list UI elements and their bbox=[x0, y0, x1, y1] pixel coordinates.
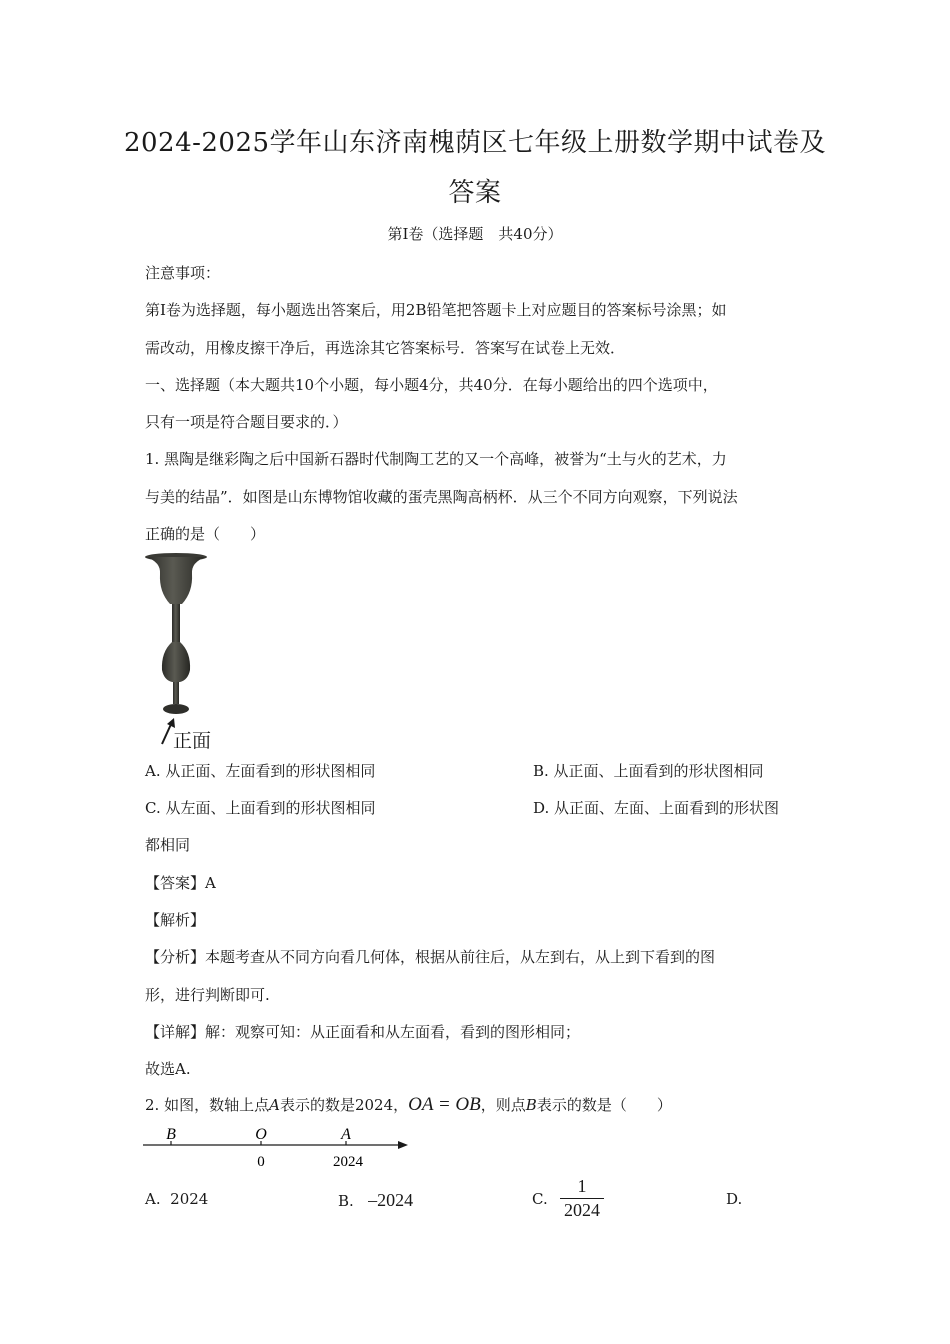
option-value: –2024 bbox=[368, 1190, 414, 1210]
question-2-option-a bbox=[145, 1190, 208, 1208]
notice-body-line: 需改动，用橡皮擦干净后，再选涂其它答案标号．答案写在试卷上无效． bbox=[145, 339, 626, 357]
question-2-option-d-letter: D. bbox=[726, 1190, 743, 1208]
question-2-stem-prefix: 2. 如图，数轴上点 bbox=[145, 1096, 270, 1114]
number-line-label-a: A bbox=[341, 1126, 351, 1143]
figure-label-front: 正面 bbox=[173, 730, 212, 752]
question-2-stem-mid: 表示的数是2024， bbox=[279, 1096, 409, 1114]
conclusion-text: 故选A. bbox=[145, 1060, 191, 1078]
question-1-stem: 与美的结晶”．如图是山东博物馆收藏的蛋壳黑陶高柄杯．从三个不同方向观察，下列说法 bbox=[145, 488, 738, 506]
option-letter: B. bbox=[338, 1192, 354, 1210]
number-line-tick-2024: 2024 bbox=[333, 1154, 363, 1170]
number-line-label-b: B bbox=[166, 1126, 176, 1143]
question-1-option-a: A. 从正面、左面看到的形状图相同 bbox=[145, 762, 376, 780]
fraction-bar bbox=[560, 1198, 604, 1199]
option-letter: A. bbox=[145, 1190, 161, 1208]
analysis-text: 形，进行判断即可. bbox=[145, 986, 270, 1004]
number-line-figure bbox=[140, 1125, 415, 1175]
fraction-denominator: 2024 bbox=[564, 1200, 600, 1220]
question-1-option-d: D. 从正面、左面、上面看到的形状图 bbox=[533, 799, 780, 817]
point-b-label: B bbox=[525, 1096, 537, 1114]
number-line-arrowhead bbox=[398, 1141, 408, 1149]
detail-text: 【详解】解：观察可知：从正面看和从左面看，看到的图形相同； bbox=[145, 1023, 581, 1041]
question-2-option-c-letter: C. bbox=[532, 1190, 548, 1208]
section-subtitle: 第Ⅰ卷（选择题 共40分） bbox=[387, 225, 563, 243]
answer-label: 【答案】A bbox=[145, 874, 216, 892]
number-line-tick-0: 0 bbox=[257, 1154, 265, 1170]
page-title-continued: 答案 bbox=[448, 178, 502, 208]
page-title: 2024-2025学年山东济南槐荫区七年级上册数学期中试卷及 bbox=[123, 128, 827, 158]
section-heading-continued: 只有一项是符合题目要求的．） bbox=[145, 413, 348, 431]
notice-heading: 注意事项： bbox=[145, 264, 221, 282]
question-1-option-b: B. 从正面、上面看到的形状图相同 bbox=[533, 762, 764, 780]
section-heading: 一、选择题（本大题共10个小题，每小题4分，共40分．在每小题给出的四个选项中， bbox=[145, 376, 718, 394]
question-2-stem-suffix: 表示的数是（ ） bbox=[536, 1096, 672, 1114]
question-2-stem-mid2: ，则点 bbox=[480, 1096, 526, 1114]
question-2-option-c-fraction bbox=[560, 1176, 604, 1221]
analysis-heading: 【解析】 bbox=[145, 911, 206, 929]
analysis-text: 【分析】本题考查从不同方向看几何体，根据从前往后，从左到右，从上到下看到的图 bbox=[145, 948, 716, 966]
notice-body-line: 第Ⅰ卷为选择题，每小题选出答案后，用2B铅笔把答题卡上对应题目的答案标号涂黑；如 bbox=[145, 301, 727, 319]
question-1-stem: 正确的是（ ） bbox=[145, 525, 266, 543]
number-line-label-o: O bbox=[255, 1126, 267, 1143]
equation: OA = OB bbox=[408, 1094, 481, 1115]
question-1-option-d-continued: 都相同 bbox=[145, 836, 191, 854]
point-a-label: A bbox=[269, 1096, 280, 1114]
question-1-option-c: C. 从左面、上面看到的形状图相同 bbox=[145, 799, 376, 817]
question-2-option-b bbox=[338, 1190, 413, 1211]
question-1-stem: 1. 黑陶是继彩陶之后中国新石器时代制陶工艺的又一个高峰，被誉为“土与火的艺术，力 bbox=[145, 450, 727, 468]
black-pottery-cup-image bbox=[143, 552, 218, 722]
fraction-numerator: 1 bbox=[577, 1176, 587, 1196]
question-2-stem bbox=[145, 1094, 672, 1116]
option-value: 2024 bbox=[170, 1190, 209, 1208]
